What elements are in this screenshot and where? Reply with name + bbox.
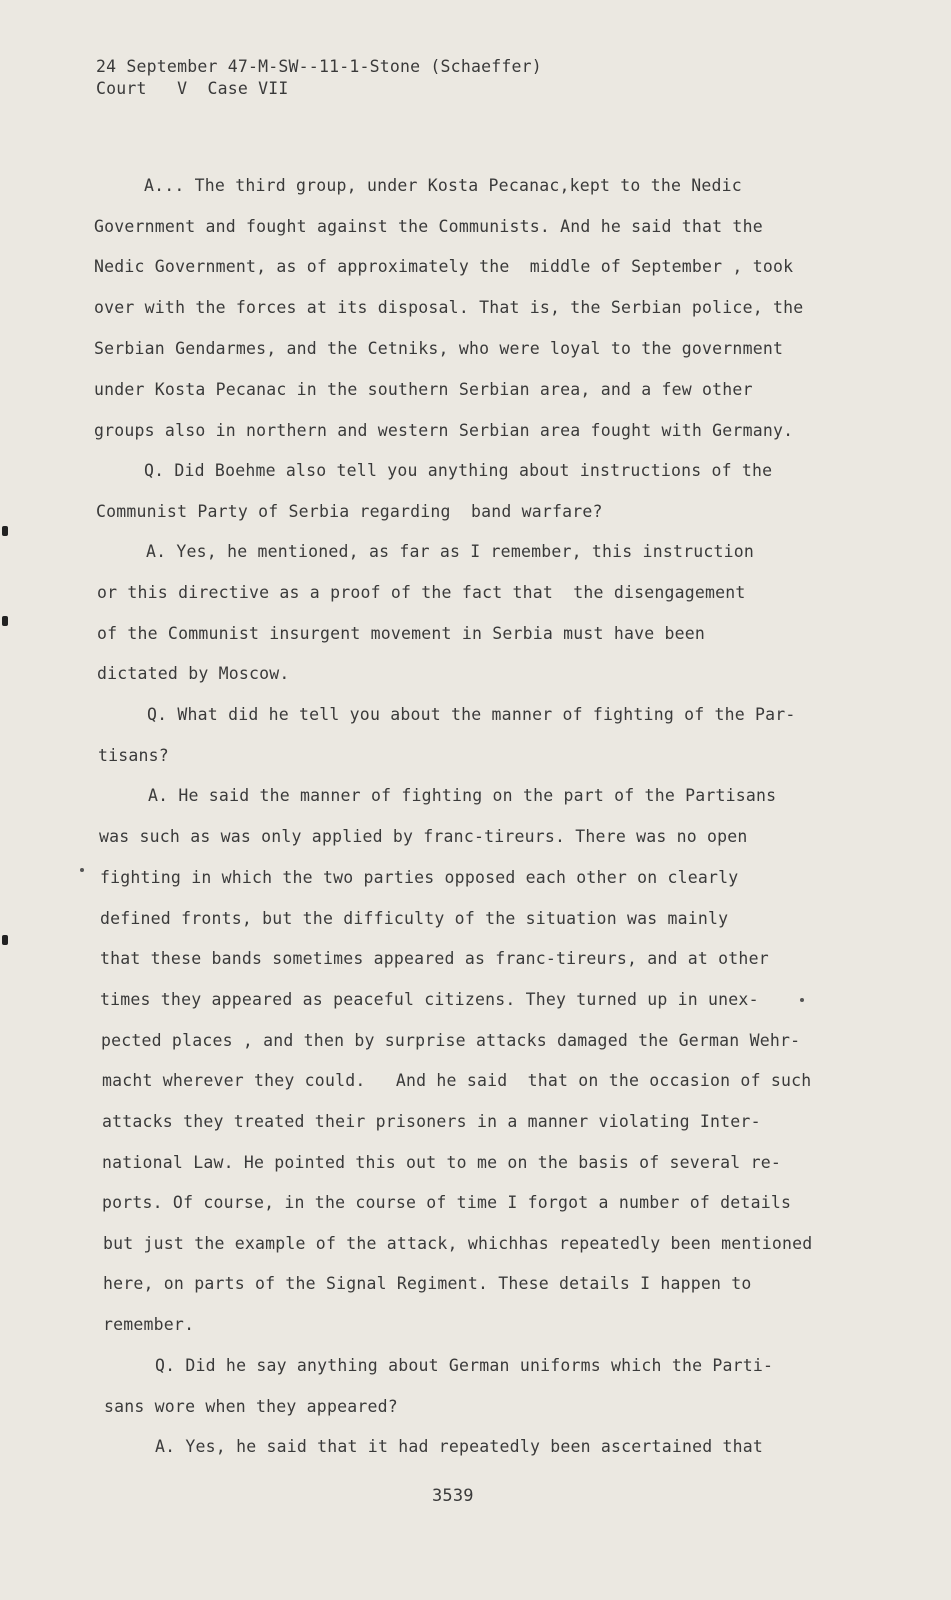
text-line: ports. Of course, in the course of time I forgot a number of details	[102, 1193, 792, 1212]
text-line: under Kosta Pecanac in the southern Serbian area, and a few other	[94, 380, 753, 399]
text-line: A. Yes, he mentioned, as far as I remember, this instruction	[146, 542, 755, 561]
text-line: over with the forces at its disposal. That is, the Serbian police, the	[94, 298, 804, 317]
margin-mark	[2, 526, 8, 536]
text-line: A... The third group, under Kosta Pecanac,kept to the Nedic	[144, 176, 742, 195]
text-line: Serbian Gendarmes, and the Cetniks, who were loyal to the government	[94, 339, 784, 358]
text-line: pected places , and then by surprise attacks damaged the German Wehr-	[101, 1031, 801, 1050]
text-line: defined fronts, but the difficulty of the situation was mainly	[100, 909, 729, 928]
text-line: groups also in northern and western Serbian area fought with Germany.	[94, 421, 794, 440]
margin-mark	[2, 616, 8, 626]
text-line: national Law. He pointed this out to me on the basis of several re-	[102, 1153, 781, 1172]
text-line: macht wherever they could. And he said that on the occasion of such	[102, 1071, 812, 1090]
text-line: Q. What did he tell you about the manner of fighting of the Par-	[147, 705, 796, 724]
text-line: Nedic Government, as of approximately the middle of September , took	[94, 257, 794, 276]
paper-speck	[800, 998, 804, 1002]
text-line: times they appeared as peaceful citizens. They turned up in unex-	[100, 990, 759, 1009]
text-line: dictated by Moscow.	[97, 664, 290, 683]
text-line: tisans?	[98, 746, 169, 765]
margin-mark	[2, 935, 8, 945]
text-line: Government and fought against the Communists. And he said that the	[94, 217, 763, 236]
text-line: Communist Party of Serbia regarding band warfare?	[96, 502, 603, 521]
text-line: remember.	[103, 1315, 195, 1334]
text-line: of the Communist insurgent movement in Serbia must have been	[97, 624, 706, 643]
text-line: A. He said the manner of fighting on the part of the Partisans	[148, 786, 777, 805]
text-line: attacks they treated their prisoners in a manner violating Inter-	[102, 1112, 761, 1131]
text-line: or this directive as a proof of the fact that the disengagement	[97, 583, 746, 602]
page-number: 3539	[432, 1486, 474, 1506]
text-line: was such as was only applied by franc-tireurs. There was no open	[99, 827, 748, 846]
text-line: here, on parts of the Signal Regiment. These details I happen to	[103, 1274, 752, 1293]
header-line-2: Court V Case VII	[96, 79, 289, 98]
paper-speck	[80, 868, 84, 872]
text-line: sans wore when they appeared?	[104, 1397, 398, 1416]
text-line: Q. Did he say anything about German uniforms which the Parti-	[155, 1356, 774, 1375]
text-line: but just the example of the attack, whichhas repeatedly been mentioned	[103, 1234, 813, 1253]
document-header	[96, 56, 542, 100]
header-line-1: 24 September 47-M-SW--11-1-Stone (Schaeffer)	[96, 57, 542, 76]
text-line: Q. Did Boehme also tell you anything about instructions of the	[144, 461, 773, 480]
text-line: fighting in which the two parties opposed each other on clearly	[100, 868, 739, 887]
text-line: that these bands sometimes appeared as franc-tireurs, and at other	[100, 949, 769, 968]
text-line: A. Yes, he said that it had repeatedly been ascertained that	[155, 1437, 764, 1456]
